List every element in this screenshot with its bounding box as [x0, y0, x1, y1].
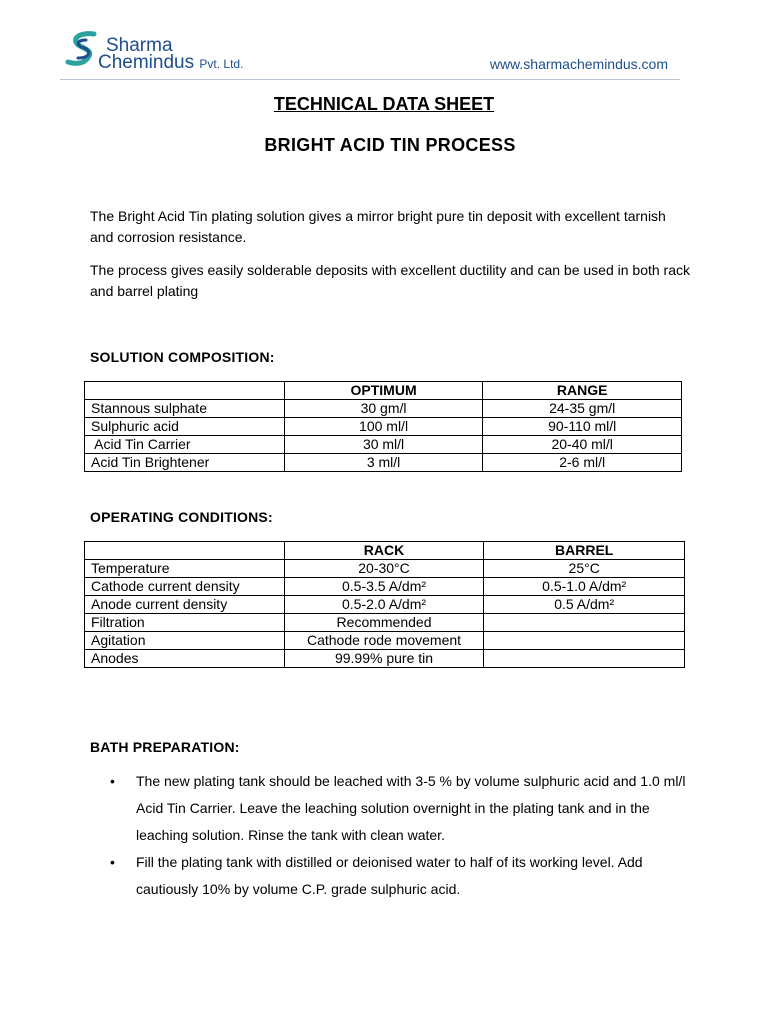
table-cell: Acid Tin Carrier: [85, 436, 285, 454]
table-cell: Cathode rode movement: [284, 632, 484, 650]
solution-composition-heading: SOLUTION COMPOSITION:: [90, 349, 275, 365]
document-header: [60, 22, 680, 80]
table-row: [85, 632, 685, 650]
table-cell: 0.5-1.0 A/dm²: [484, 578, 685, 596]
operating-conditions-table: [84, 541, 685, 668]
company-name-line2: Chemindus Pvt. Ltd.: [98, 52, 244, 73]
table-header-cell: BARREL: [484, 542, 685, 560]
table-cell: 2-6 ml/l: [483, 454, 682, 472]
list-item: [90, 768, 690, 849]
website-link[interactable]: www.sharmachemindus.com: [489, 56, 668, 72]
header-divider: [60, 79, 680, 80]
table-cell: 3 ml/l: [284, 454, 483, 472]
table-cell: 0.5-3.5 A/dm²: [284, 578, 484, 596]
bath-preparation-list: [90, 768, 690, 903]
table-row: [85, 560, 685, 578]
table-row: [85, 596, 685, 614]
table-cell: Temperature: [85, 560, 285, 578]
table-cell: Cathode current density: [85, 578, 285, 596]
table-cell: Recommended: [284, 614, 484, 632]
table-cell: [484, 632, 685, 650]
table-row: [85, 578, 685, 596]
solution-composition-table: [84, 381, 682, 472]
table-header-cell: OPTIMUM: [284, 382, 483, 400]
table-cell: Acid Tin Brightener: [85, 454, 285, 472]
document-subtitle: BRIGHT ACID TIN PROCESS: [264, 135, 516, 155]
operating-conditions-heading: OPERATING CONDITIONS:: [90, 509, 273, 525]
table-cell: 25°C: [484, 560, 685, 578]
company-suffix: Pvt. Ltd.: [199, 57, 244, 71]
table-row: [85, 418, 682, 436]
table-header-cell: [85, 382, 285, 400]
table-cell: 30 ml/l: [284, 436, 483, 454]
table-cell: 0.5-2.0 A/dm²: [284, 596, 484, 614]
bullet-icon: •: [110, 854, 115, 870]
company-name-line1: Sharma: [106, 35, 173, 56]
table-cell: Stannous sulphate: [85, 400, 285, 418]
table-header-cell: RACK: [284, 542, 484, 560]
table-cell: Sulphuric acid: [85, 418, 285, 436]
intro-paragraph-1: The Bright Acid Tin plating solution gives a mirror bright pure tin deposit with excellent tarnish and corrosion resistance.: [90, 208, 666, 245]
table-cell: Agitation: [85, 632, 285, 650]
table-cell: 20-40 ml/l: [483, 436, 682, 454]
table-cell: Anodes: [85, 650, 285, 668]
table-row: [85, 614, 685, 632]
table-cell: [484, 650, 685, 668]
table-row: [85, 454, 682, 472]
bath-preparation-heading: BATH PREPARATION:: [90, 739, 240, 755]
table-cell: 30 gm/l: [284, 400, 483, 418]
bullet-icon: •: [110, 773, 115, 789]
document-title: TECHNICAL DATA SHEET: [273, 94, 495, 114]
table-cell: 0.5 A/dm²: [484, 596, 685, 614]
table-row: [85, 650, 685, 668]
list-item: [90, 849, 690, 903]
list-item-text: The new plating tank should be leached with 3-5 % by volume sulphuric acid and 1.0 ml/l Acid Tin Carrier. Leave the leaching solution overnight in the plating tank and in the leaching solution. Rinse the tank with clean water.: [136, 773, 686, 843]
table-header-cell: [85, 542, 285, 560]
table-cell: 100 ml/l: [284, 418, 483, 436]
table-cell: 20-30°C: [284, 560, 484, 578]
table-cell: 24-35 gm/l: [483, 400, 682, 418]
table-header-cell: RANGE: [483, 382, 682, 400]
table-cell: [484, 614, 685, 632]
table-cell: Filtration: [85, 614, 285, 632]
list-item-text: Fill the plating tank with distilled or deionised water to half of its working level. Add cautiously 10% by volume C.P. grade sulphuric acid.: [136, 854, 643, 897]
table-cell: 90-110 ml/l: [483, 418, 682, 436]
intro-paragraph-2: The process gives easily solderable deposits with excellent ductility and can be used in both rack and barrel plating: [90, 262, 690, 299]
table-header-row: [85, 542, 685, 560]
table-header-row: [85, 382, 682, 400]
table-cell: Anode current density: [85, 596, 285, 614]
table-row: [85, 400, 682, 418]
table-cell: 99.99% pure tin: [284, 650, 484, 668]
table-row: [85, 436, 682, 454]
